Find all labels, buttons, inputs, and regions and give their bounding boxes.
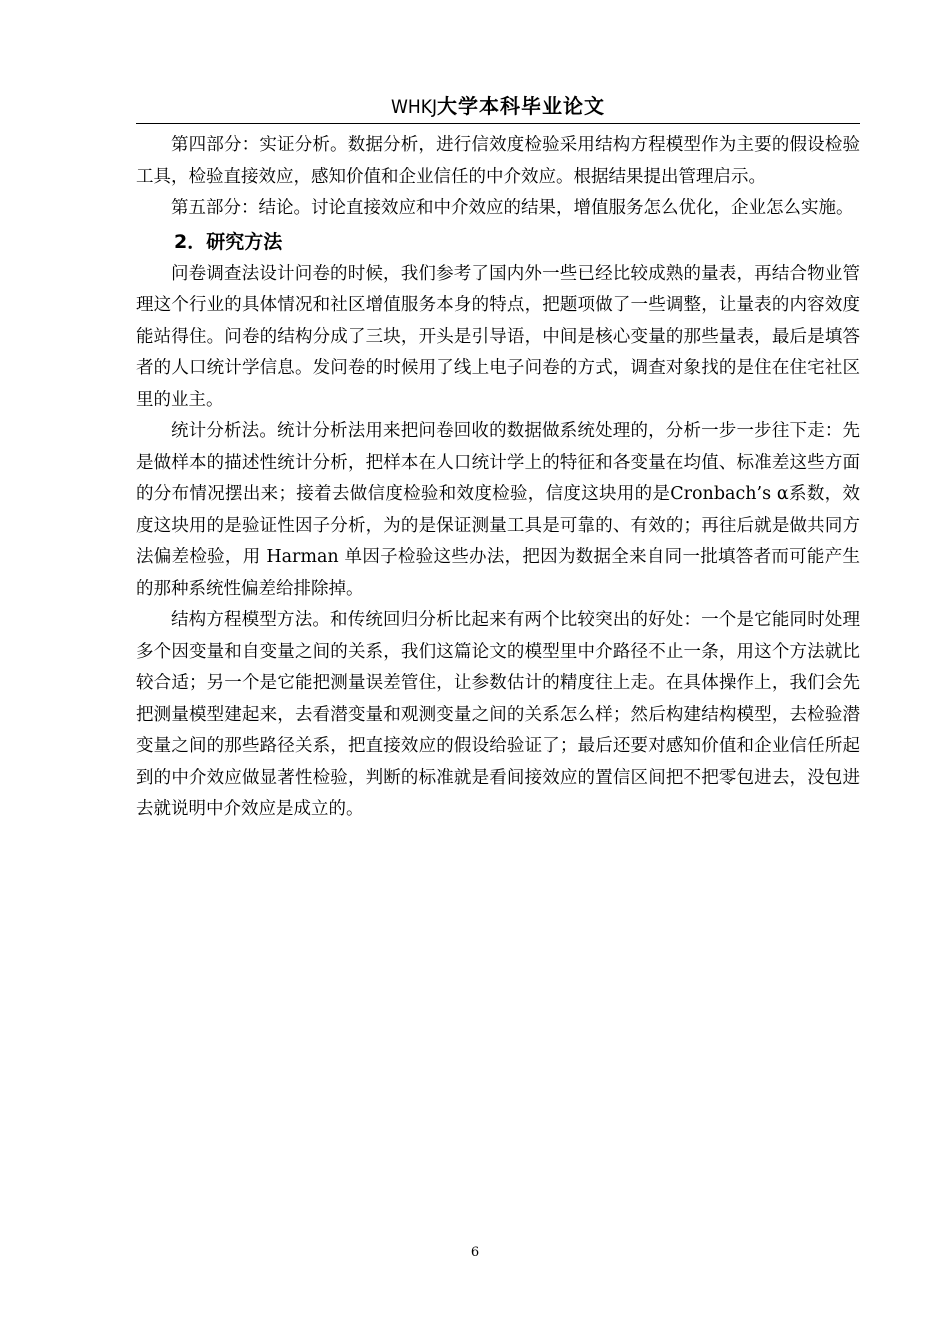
body-content bbox=[136, 130, 860, 826]
paragraph-part-four: 第四部分：实证分析。数据分析，进行信效度检验采用结构方程模型作为主要的假设检验工具，检验直接效应，感知价值和企业信任的中介效应。根据结果提出管理启示。 bbox=[136, 135, 860, 187]
page-header bbox=[136, 92, 860, 121]
paragraph-questionnaire-method: 问卷调查法设计问卷的时候，我们参考了国内外一些已经比较成熟的量表，再结合物业管理这个行业的具体情况和社区增值服务本身的特点，把题项做了一些调整，让量表的内容效度能站得住。问卷的结构分成了三块，开头是引导语，中间是核心变量的那些量表，最后是填答者的人口统计学信息。发问卷的时候用了线上电子问卷的方式，调查对象找的是住在住宅社区里的业主。 bbox=[136, 263, 860, 410]
header-school-code: WHKJ bbox=[390, 96, 437, 118]
page-number: 6 bbox=[470, 1245, 480, 1260]
header-thesis-label: 大学本科毕业论文 bbox=[437, 94, 605, 118]
section-title-research-methods: 2．研究方法 bbox=[174, 230, 283, 253]
paragraph-sem-method: 结构方程模型方法。和传统回归分析比起来有两个比较突出的好处：一个是它能同时处理多个因变量和自变量之间的关系，我们这篇论文的模型里中介路径不止一条，用这个方法就比较合适；另一个是它能把测量误差管住，让参数估计的精度往上走。在具体操作上，我们会先把测量模型建起来，去看潜变量和观测变量之间的关系怎么样；然后构建结构模型，去检验潜变量之间的那些路径关系，把直接效应的假设给验证了；最后还要对感知价值和企业信任所起到的中介效应做显著性检验，判断的标准就是看间接效应的置信区间把不把零包进去，没包进去就说明中介效应是成立的。 bbox=[136, 610, 860, 819]
paragraph-part-five: 第五部分：结论。讨论直接效应和中介效应的结果，增值服务怎么优化，企业怎么实施。 bbox=[171, 198, 854, 218]
header-rule bbox=[136, 123, 860, 124]
paragraph-statistical-method: 统计分析法。统计分析法用来把问卷回收的数据做系统处理的，分析一步一步往下走：先是做样本的描述性统计分析，把样本在人口统计学上的特征和各变量在均值、标准差这些方面的分布情况摆出来；接着去做信度检验和效度检验，信度这块用的是Cronbach’s α系数，效度这块用的是验证性因子分析，为的是保证测量工具是可靠的、有效的；再往后就是做共同方法偏差检验，用 Harman 单因子检验这些办法，把因为数据全来自同一批填答者而可能产生的那种系统性偏差给排除掉。 bbox=[136, 421, 860, 599]
